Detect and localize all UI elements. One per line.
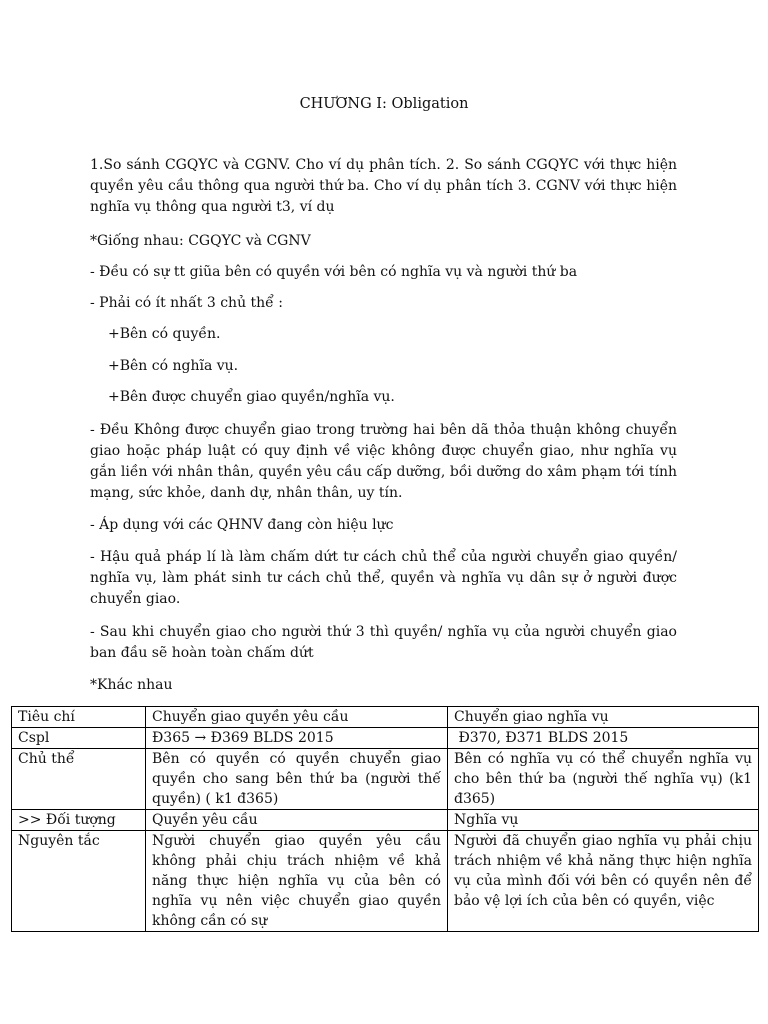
table-cell: Bên có nghĩa vụ có thể chuyển nghĩa vụ cho bên thứ ba (người thế nghĩa vụ) (k1 đ365) (448, 749, 759, 810)
table-cell: Đ370, Đ371 BLDS 2015 (448, 728, 759, 749)
chapter-title: CHƯƠNG I: Obligation (299, 96, 469, 112)
similarity-2 (90, 293, 677, 314)
table-cell: Quyền yêu cầu (146, 810, 448, 831)
paragraph-differences-heading: *Khác nhau (90, 677, 173, 693)
table-cell: >> Đối tượng (12, 810, 146, 831)
table-cell: Cspl (12, 728, 146, 749)
comparison-table (11, 706, 759, 932)
list-item-obligor: +Bên có nghĩa vụ. (108, 358, 239, 374)
table-row (12, 749, 759, 810)
list-item-obligee: +Bên có quyền. (108, 326, 221, 342)
paragraph-similarity-relationship: - Đều có sự tt giũa bên có quyền với bên có nghĩa vụ và người thứ ba (90, 264, 578, 280)
table-header-row (12, 707, 759, 728)
paragraph-three-subjects: - Phải có ít nhất 3 chủ thể : (90, 295, 283, 311)
similarity-3 (90, 420, 677, 504)
similarity-6 (90, 622, 677, 664)
subject-list-1 (90, 324, 677, 345)
table-row (12, 831, 759, 932)
similarities-heading (90, 231, 677, 252)
paragraph-questions: 1.So sánh CGQYC và CGNV. Cho ví dụ phân tích. 2. So sánh CGQYC với thực hiện quyền yêu cầu thông qua người thứ ba. Cho ví dụ phân tích 3. CGNV với thực hiện nghĩa vụ thông qua người t3, ví dụ (90, 157, 677, 215)
table-cell: Người chuyển giao quyền yêu cầu không phải chịu trách nhiệm về khả năng thực hiện nghĩa vụ của bên có nghĩa vụ nên việc chuyển giao quyền không cần có sự (146, 831, 448, 932)
question-paragraph (90, 155, 677, 218)
table-header-cell: Chuyển giao quyền yêu cầu (146, 707, 448, 728)
paragraph-similarities-heading: *Giống nhau: CGQYC và CGNV (90, 233, 311, 249)
table-row (12, 728, 759, 749)
table-row (12, 810, 759, 831)
table-header-cell: Chuyển giao nghĩa vụ (448, 707, 759, 728)
differences-heading (90, 675, 677, 696)
similarity-1 (90, 262, 677, 283)
subject-list-2 (90, 356, 677, 377)
table-cell: Nghĩa vụ (448, 810, 759, 831)
subject-list-3 (90, 387, 677, 408)
table-cell: Bên có quyền có quyền chuyển giao quyền cho sang bên thứ ba (người thế quyền) ( k1 đ365) (146, 749, 448, 810)
paragraph-legal-consequence: - Hậu quả pháp lí là làm chấm dứt tư cách chủ thể của người chuyển giao quyền/ nghĩa vụ, làm phát sinh tư cách chủ thể, quyền và nghĩa vụ dân sự ở người được chuyển giao. (90, 549, 677, 607)
table-cell: Người đã chuyển giao nghĩa vụ phải chịu trách nhiệm về khả năng thực hiện nghĩa vụ của mình đối với bên có quyền nên để bảo vệ lợi ích của bên có quyền, việc (448, 831, 759, 932)
list-item-transferee: +Bên được chuyển giao quyền/nghĩa vụ. (108, 389, 395, 405)
table-cell: Chủ thể (12, 749, 146, 810)
similarity-5 (90, 547, 677, 610)
similarity-4 (90, 515, 677, 536)
table-cell: Nguyên tắc (12, 831, 146, 932)
table-header-cell: Tiêu chí (12, 707, 146, 728)
paragraph-valid-obligation: - Áp dụng với các QHNV đang còn hiệu lực (90, 517, 394, 533)
paragraph-after-transfer: - Sau khi chuyển giao cho người thứ 3 thì quyền/ nghĩa vụ của người chuyển giao ban đầu sẽ hoàn toàn chấm dứt (90, 624, 677, 661)
paragraph-no-transfer: - Đều Không được chuyển giao trong trường hai bên dã thỏa thuận không chuyển giao hoặc pháp luật có quy định về việc không được chuyển giao, như nghĩa vụ gắn liền với nhân thân, quyền yêu cầu cấp dưỡng, bồi dưỡng do xâm phạm tới tính mạng, sức khỏe, danh dự, nhân thân, uy tín. (90, 422, 677, 501)
table-cell: Đ365 → Đ369 BLDS 2015 (146, 728, 448, 749)
